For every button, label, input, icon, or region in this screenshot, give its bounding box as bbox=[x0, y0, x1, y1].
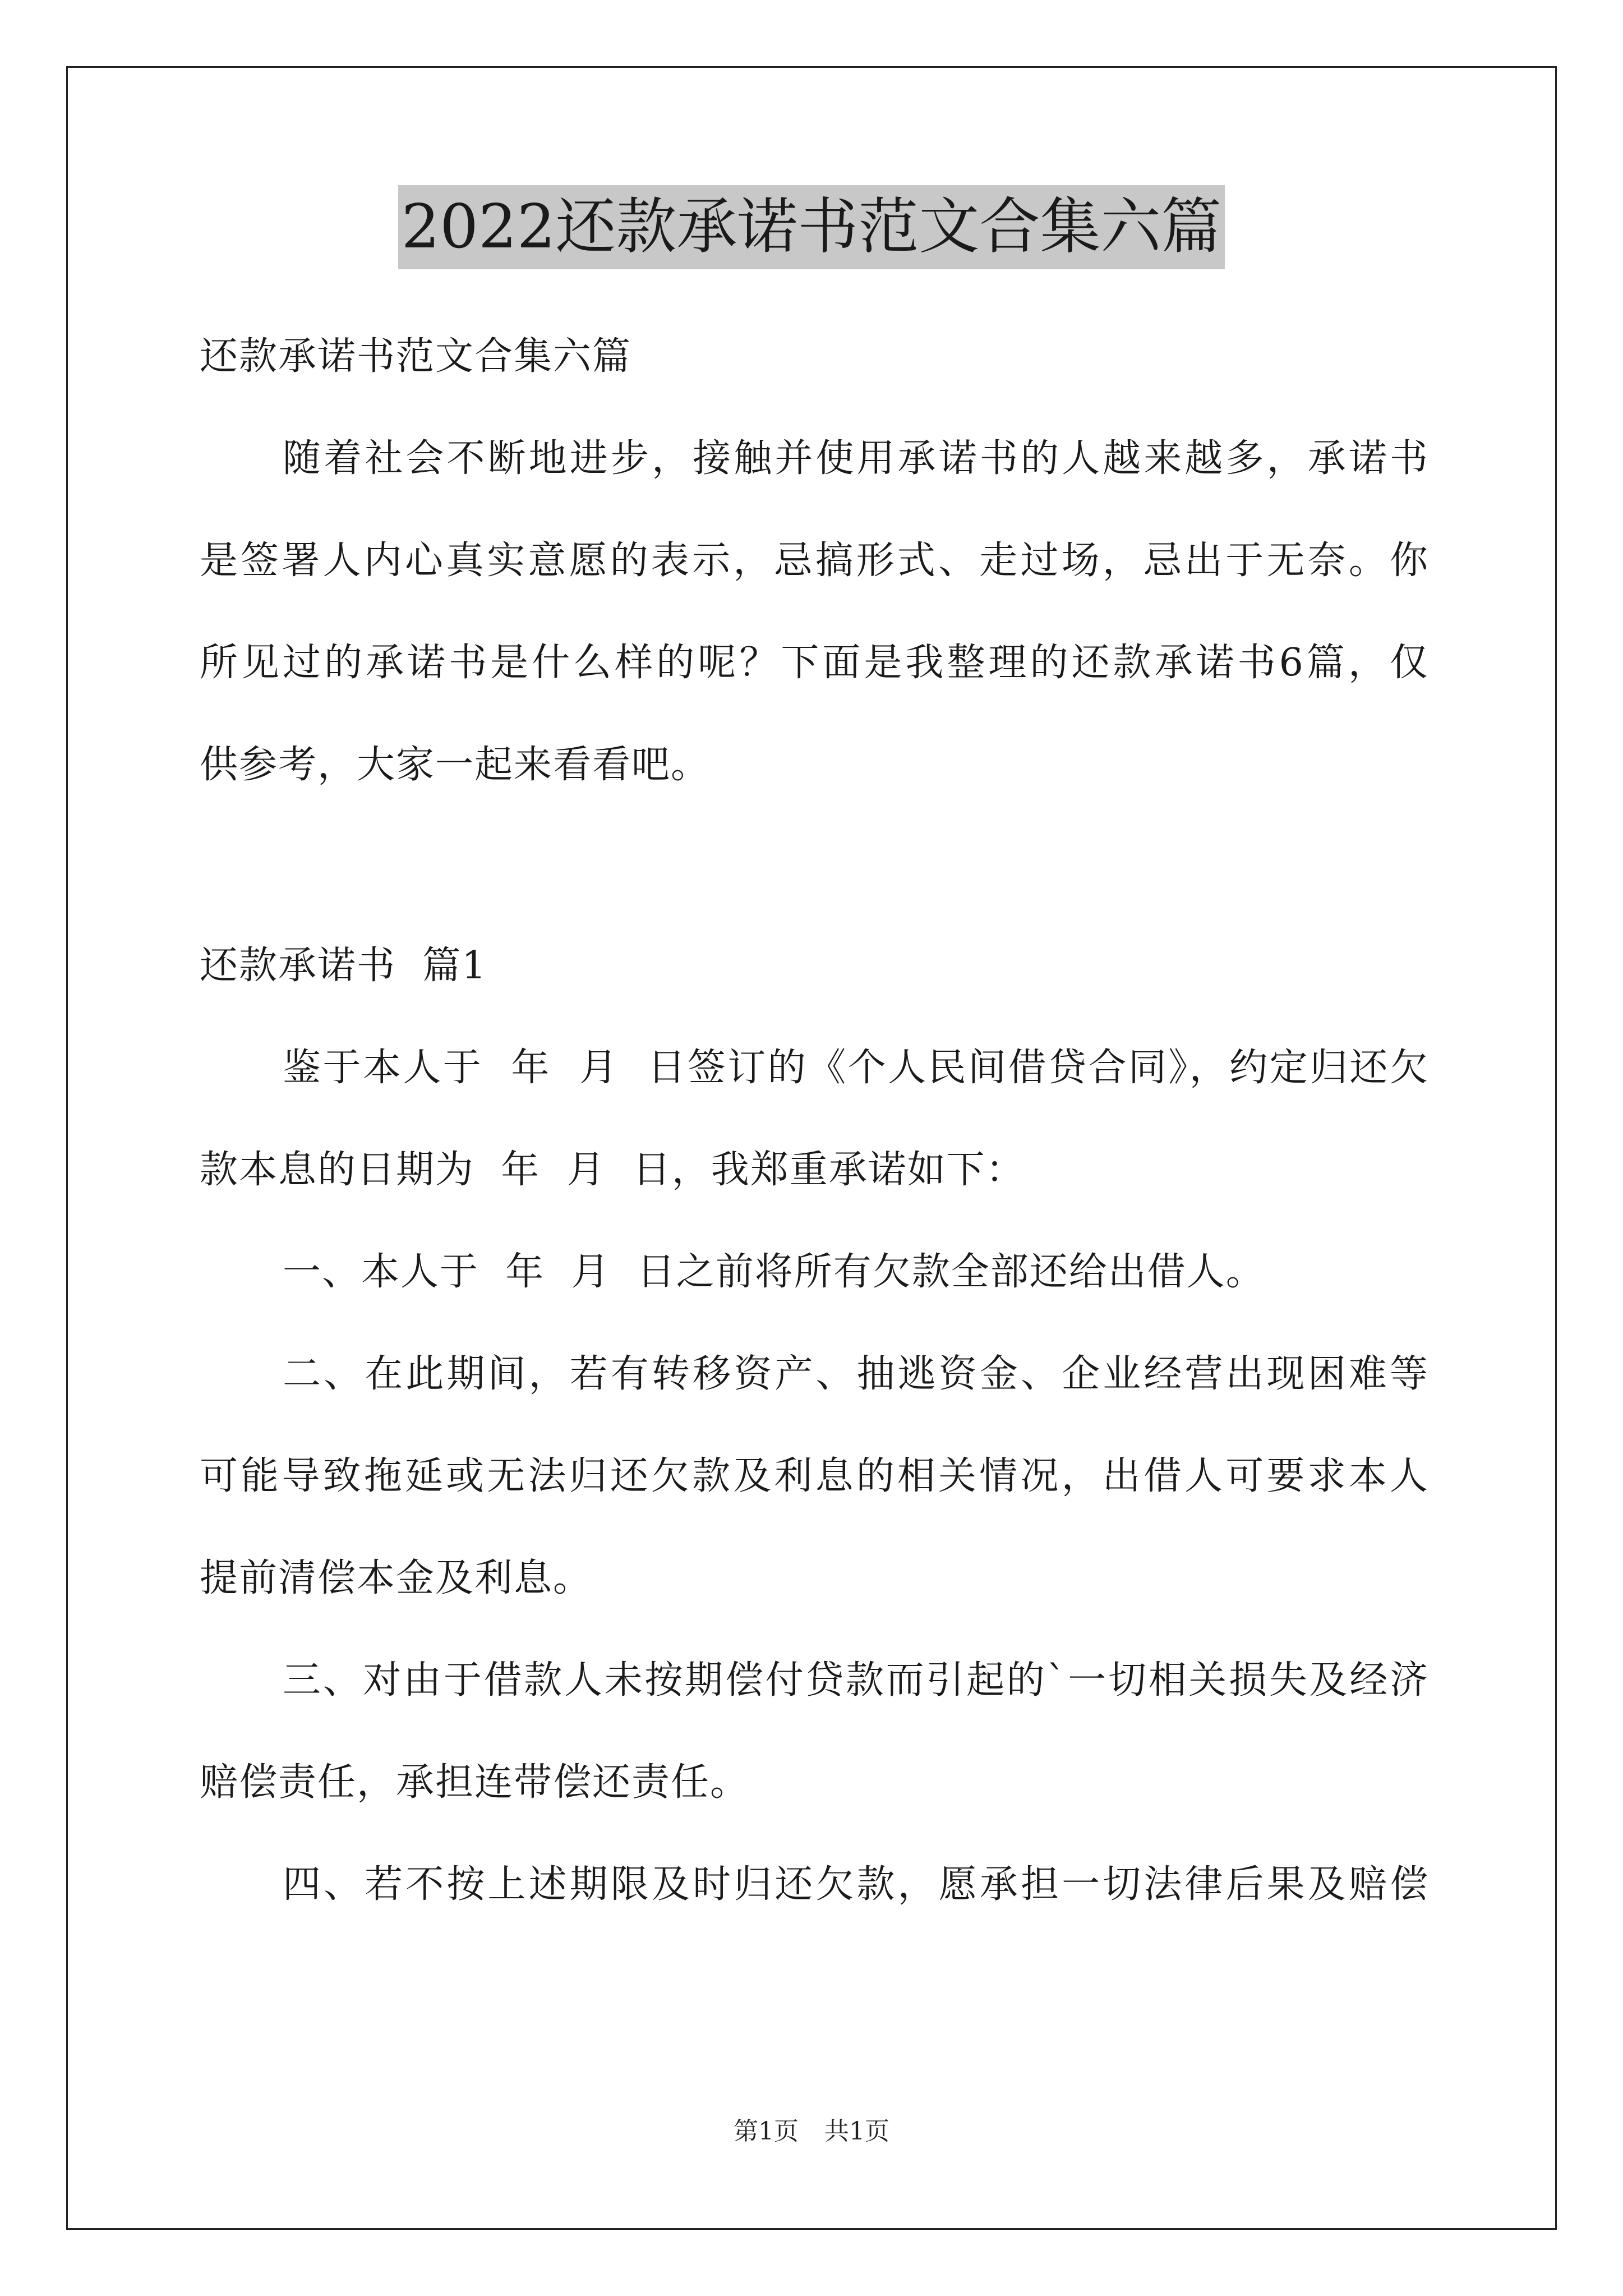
document-body bbox=[200, 306, 1429, 1936]
body-line-3: 一、本人于 年 月 日之前将所有欠款全部还给出借人。 bbox=[283, 1250, 1265, 1294]
page-current: 第1页 bbox=[734, 2117, 799, 2146]
body-line-6: 提前清偿本金及利息。 bbox=[200, 1556, 593, 1600]
body-line-5: 可能导致拖延或无法归还欠款及利息的相关情况，出借人可要求本人 bbox=[200, 1454, 1429, 1498]
section-spacer bbox=[200, 816, 1429, 915]
title-container bbox=[0, 185, 1623, 269]
document-title: 2022还款承诺书范文合集六篇 bbox=[398, 185, 1225, 269]
document-subtitle: 还款承诺书范文合集六篇 bbox=[200, 334, 632, 379]
intro-line-3: 所见过的承诺书是什么样的呢？下面是我整理的还款承诺书6篇，仅 bbox=[200, 641, 1429, 685]
intro-line-4: 供参考，大家一起来看看吧。 bbox=[200, 743, 711, 787]
body-line-7: 三、对由于借款人未按期偿付贷款而引起的`一切相关损失及经济 bbox=[283, 1658, 1429, 1703]
page-total: 共1页 bbox=[824, 2117, 889, 2146]
body-line-9: 四、若不按上述期限及时归还欠款，愿承担一切法律后果及赔偿 bbox=[283, 1862, 1429, 1907]
page-footer bbox=[0, 2115, 1623, 2148]
intro-line-2: 是签署人内心真实意愿的表示，忌搞形式、走过场，忌出于无奈。你 bbox=[200, 539, 1429, 583]
body-line-8: 赔偿责任，承担连带偿还责任。 bbox=[200, 1760, 750, 1805]
body-line-1: 鉴于本人于 年 月 日签订的《个人民间借贷合同》，约定归还欠 bbox=[283, 1046, 1429, 1090]
body-line-4: 二、在此期间，若有转移资产、抽逃资金、企业经营出现困难等 bbox=[283, 1352, 1429, 1396]
body-line-2: 款本息的日期为 年 月 日，我郑重承诺如下： bbox=[200, 1148, 1025, 1192]
section-heading: 还款承诺书 篇1 bbox=[200, 944, 487, 988]
intro-line-1: 随着社会不断地进步，接触并使用承诺书的人越来越多，承诺书 bbox=[283, 436, 1429, 481]
